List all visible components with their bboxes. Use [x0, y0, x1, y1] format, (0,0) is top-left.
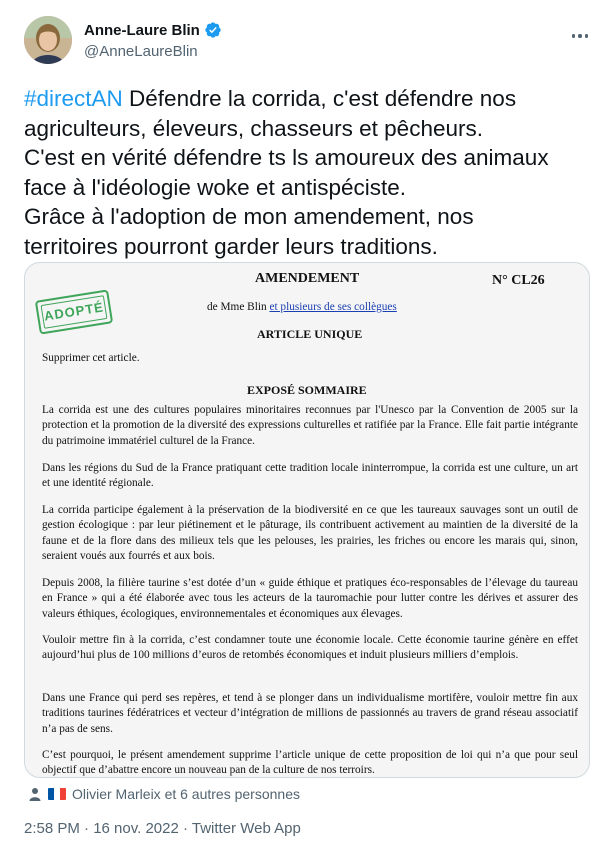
author-handle[interactable]: @AnneLaureBlin [84, 43, 198, 60]
tweet-header [24, 14, 594, 64]
tweet-media-image[interactable] [24, 262, 590, 778]
tweet-timestamp[interactable]: 2:58 PM · 16 nov. 2022 · Twitter Web App [24, 820, 301, 837]
doc-action: Supprimer cet article. [42, 352, 140, 364]
avatar[interactable] [24, 16, 72, 64]
doc-paragraph: La corrida participe également à la préservation de la biodiversité en ce que les taureaux sauvages sont un outil de gestion écologique : par leur piétinement et le pâturage, ils contribuent activement au maintien de la diversité de la faune et de la flore dans des milieux tels que les pelouses, les prairies, les friches ou encore les marais qui, sinon, seraient voués aux fourrés et aux bois. [42, 504, 578, 562]
tweet-line: agriculteurs, éleveurs, chasseurs et pêcheurs. [24, 115, 483, 141]
doc-author-link: et plusieurs de ses collègues [269, 301, 397, 313]
liked-by-text[interactable]: Olivier Marleix et 6 autres personnes [72, 786, 300, 802]
tweet-line: C'est en vérité défendre ts ls amoureux des animaux [24, 145, 549, 170]
doc-paragraph: Vouloir mettre fin à la corrida, c’est condamner toute une économie locale. Cette économie taurine génère en effet aujourd’hui plus de 100 millions d’euros de retombés économiques et induit plusieurs milliers d’emplois. [42, 634, 578, 662]
doc-paragraph: La corrida est une des cultures populaires minoritaires reconnues par l'Unesco par la Convention de 2005 sur la protection et la promotion de la diversité des expressions culturelles et ratifiée par la France. Elle fait partie intégrante du patrimoine immatériel culturel de la France. [42, 404, 578, 447]
more-options-icon[interactable] [566, 26, 594, 46]
amendment-document [25, 263, 589, 777]
liked-by-row[interactable] [28, 784, 300, 804]
france-flag-icon [48, 788, 66, 800]
stamp-text: ADOPTÉ [43, 299, 105, 324]
doc-paragraph: Dans une France qui perd ses repères, et tend à se plonger dans un individualisme mortifère, vouloir mettre fin aux traditions taurines fédératrices et vecteur d’intégration de millions de passionnés au travers de grand réseau associatif n’a pas de sens. [42, 692, 578, 735]
doc-author [207, 300, 397, 315]
doc-paragraph: Dans les régions du Sud de la France pratiquant cette tradition locale ininterrompue, la corrida est une culture, un art et une identité régionale. [42, 462, 578, 490]
adopted-stamp [35, 289, 113, 334]
author-block[interactable] [84, 20, 222, 60]
doc-paragraph: C’est pourquoi, le présent amendement supprime l’article unique de cette proposition de loi qui n’a que pour seul objectif que d’abattre encore un nouveau pan de la culture de nos terroirs. [42, 749, 578, 777]
tweet-line-text: Défendre la corrida, c'est défendre nos [122, 86, 517, 111]
tweet-line: territoires pourront garder leurs traditions. [24, 233, 438, 259]
doc-article-heading: ARTICLE UNIQUE [257, 327, 363, 341]
verified-badge-icon [204, 21, 222, 39]
doc-expose-heading: EXPOSÉ SOMMAIRE [247, 383, 367, 397]
author-name[interactable]: Anne-Laure Blin [84, 21, 200, 39]
doc-author-prefix: de Mme Blin [207, 301, 270, 313]
tweet-text [24, 84, 594, 261]
doc-number: N° CL26 [492, 273, 545, 288]
tweet-line: face à l'idéologie woke et antispéciste. [24, 174, 407, 200]
tweet-line: Grâce à l'adoption de mon amendement, nos [24, 204, 474, 229]
doc-paragraph: Depuis 2008, la filière taurine s’est dotée d’un « guide éthique et pratiques éco-responsables de l’élevage du taureau en France » qui a été élaborée avec tous les acteurs de la tauromachie pour lutter contre les dérives et assurer des valeurs éthiques, écologiques, environnementales et économiques aux élevages. [42, 577, 578, 620]
person-icon [28, 787, 42, 801]
hashtag-link[interactable]: #directAN [24, 86, 123, 111]
doc-title: AMENDEMENT [255, 271, 360, 286]
tweet-line [24, 84, 594, 114]
